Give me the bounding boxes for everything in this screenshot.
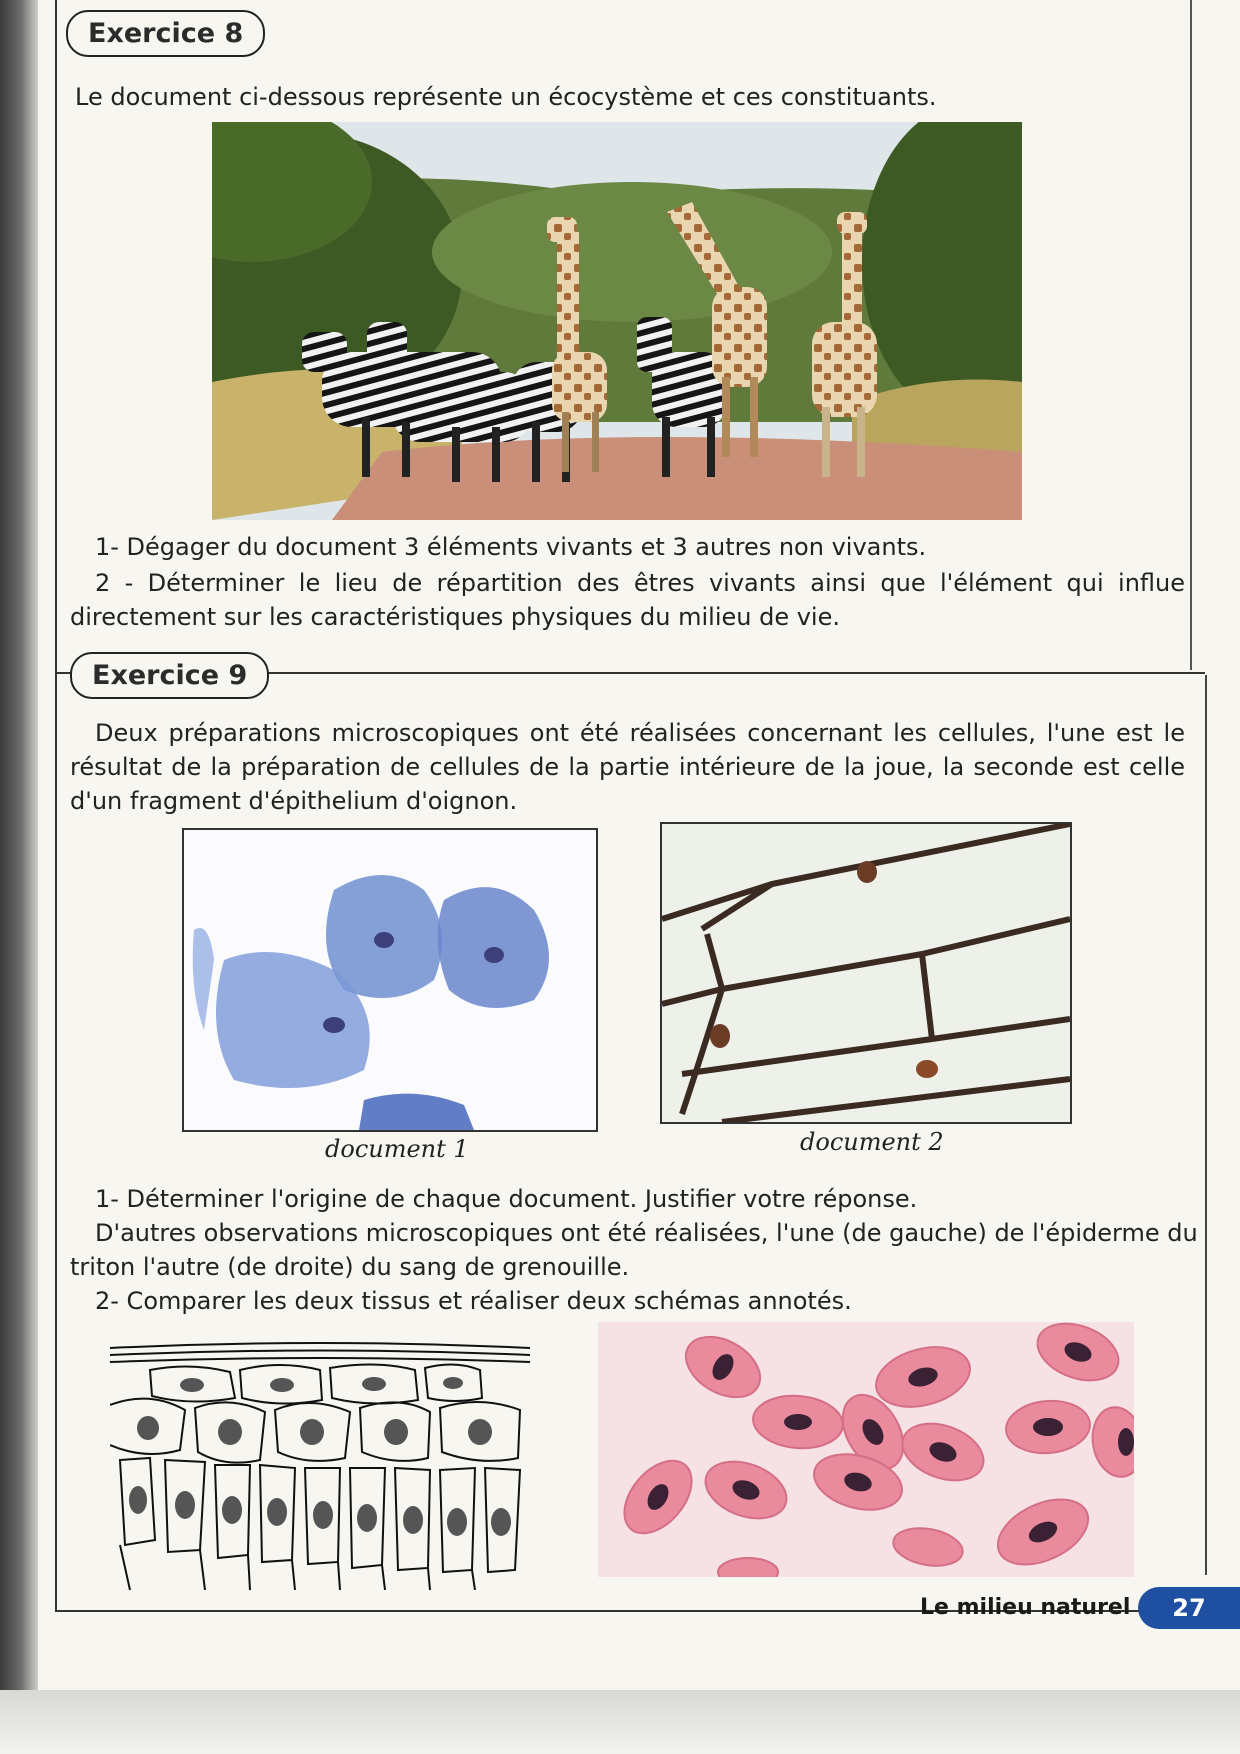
exercise-8-intro: Le document ci-dessous représente un écocystème et ces constituants. [75,83,937,111]
exercise-9-question-1: 1- Déterminer l'origine de chaque document. Justifier votre réponse. [95,1185,918,1213]
onion-epidermis-micrograph [660,822,1072,1124]
chapter-title: Le milieu naturel [920,1595,1131,1620]
exercise-9-observation-text: D'autres observations microscopiques ont été réalisées, l'une (de gauche) de l'épiderme du triton l'autre (de droite) du sang de grenouille. [70,1219,1198,1281]
exercise-9-intro: Deux préparations microscopiques ont été réalisées concernant les cellules, l'une est le résultat de la préparation de cellules de la partie intérieure de la joue, la seconde est celle d'un fragment d'épithelium d'oignon. [70,719,1185,815]
cheek-cells-micrograph [182,828,598,1132]
document-1-caption: document 1 [325,1135,469,1163]
book-binding-shadow [0,0,38,1700]
frame-left-border [55,0,57,1612]
frame-right-border-top [1190,0,1192,670]
document-2-caption: document 2 [800,1128,944,1156]
exercise-8-question-2: 2 - Déterminer le lieu de répartition des êtres vivants ainsi que l'élément qui influe directement sur les caractéristiques physiques du milieu de vie. [70,569,1185,631]
exercise-9-label: Exercice 9 [70,652,269,699]
frame-right-border [1205,675,1207,1575]
exercise-8-question-1: 1- Dégager du document 3 éléments vivants et 3 autres non vivants. [95,533,927,561]
frog-blood-micrograph [598,1322,1134,1577]
triton-epidermis-drawing [110,1340,530,1590]
exercise-9-question-2: 2- Comparer les deux tissus et réaliser deux schémas annotés. [95,1287,852,1315]
page-bottom-edge [0,1690,1240,1754]
savanna-photo [212,122,1022,520]
exercise-8-label: Exercice 8 [66,10,265,57]
page-number-badge: 27 [1138,1587,1240,1629]
